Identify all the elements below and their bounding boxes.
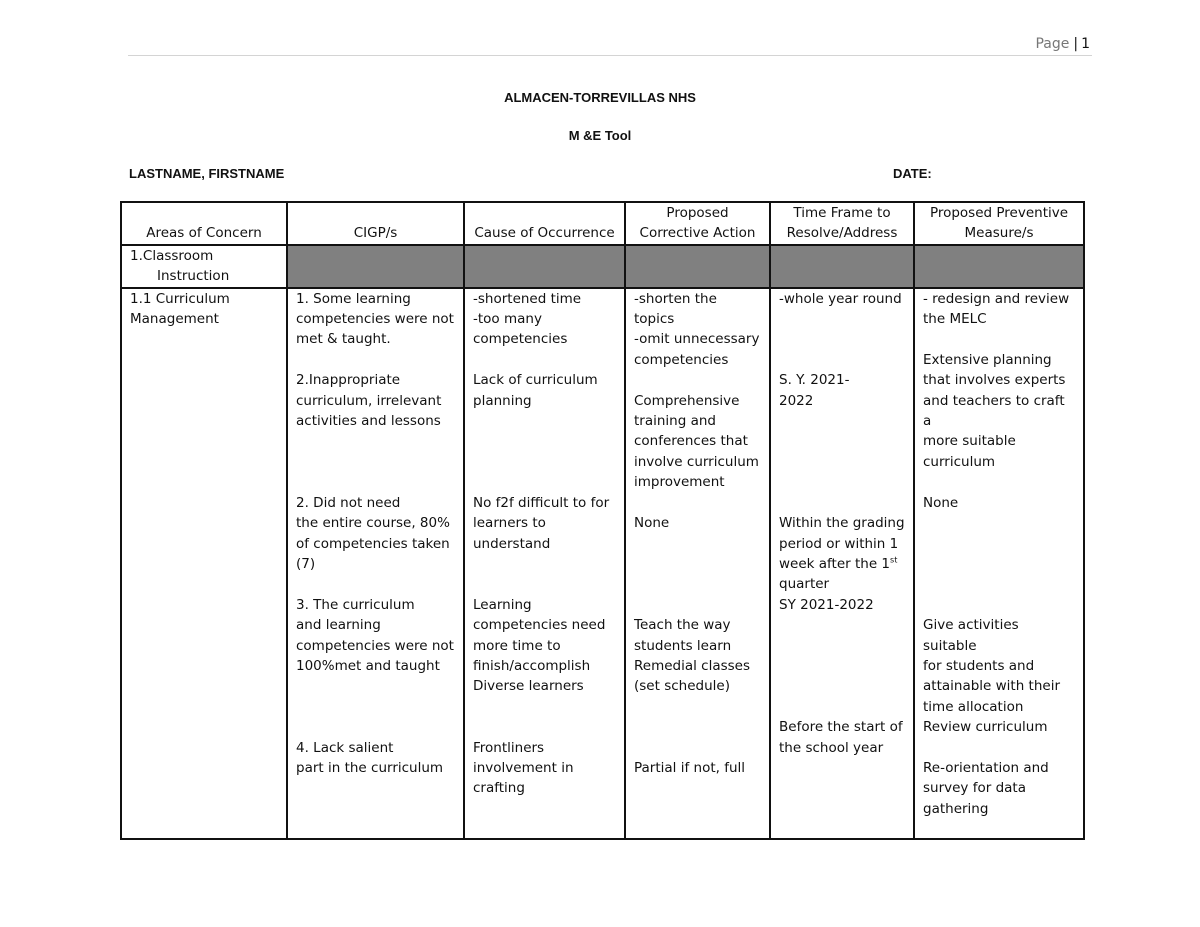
- section-row: [121, 245, 1084, 288]
- section-label-2: Instruction: [157, 268, 230, 285]
- cause-text: -shortened time -too many competencies Lack of curriculum planning No f2f difficult to for learners to understand Learning competencies need more time to finish/accomplish Diverse learners Frontliners involvement in crafting: [473, 290, 610, 797]
- page-label: Page: [1035, 36, 1070, 52]
- timeframe-text-3: SY 2021-2022 Before the start of the school year: [779, 596, 903, 756]
- corrective-cell: [625, 288, 770, 840]
- cause-cell: [464, 288, 625, 840]
- shaded-cell: [287, 245, 464, 288]
- column-header-corrective: Proposed Corrective Action: [625, 202, 770, 245]
- shaded-cell: [770, 245, 914, 288]
- timeframe-cell: [770, 288, 914, 840]
- table-header-row: [121, 202, 1084, 245]
- ordinal-suffix: st: [890, 555, 898, 565]
- column-header-timeframe: Time Frame to Resolve/Address: [770, 202, 914, 245]
- header-rule: [128, 55, 1092, 56]
- shaded-cell: [625, 245, 770, 288]
- name-label: LASTNAME, FIRSTNAME: [129, 166, 285, 181]
- date-label: DATE:: [893, 166, 932, 181]
- table-row: [121, 288, 1084, 840]
- page-number: Page | 1: [1035, 36, 1090, 52]
- school-title: ALMACEN-TORREVILLAS NHS: [504, 90, 696, 105]
- corrective-text: -shorten the topics -omit unnecessary competencies Comprehensive training and conferences that involve curriculum improvement None Teach the way students learn Remedial classes (set schedule) Partial if not, full: [634, 290, 760, 776]
- section-cell: [121, 245, 287, 288]
- column-header-cigp: CIGP/s: [287, 202, 464, 245]
- tool-title: M &E Tool: [568, 128, 632, 143]
- timeframe-text-2: quarter: [779, 576, 830, 593]
- cigp-text: 1. Some learning competencies were not met & taught. 2.Inappropriate curriculum, irrelevant activities and lessons 2. Did not need the entire course, 80% of competencies taken (7) 3. The curriculum and learning competencies were not 100%met and taught 4. Lack salient part in the curriculum: [296, 290, 454, 776]
- cigp-cell: [287, 288, 464, 840]
- timeframe-text-1: -whole year round S. Y. 2021- 2022 Within the grading period or within 1 week after the 1: [779, 290, 905, 572]
- column-header-areas: Areas of Concern: [121, 202, 287, 245]
- preventive-text: - redesign and review the MELC Extensive planning that involves experts and teachers to craft a more suitable curriculum None Give activities suitable for students and attainable with their time allocation Review curriculum Re-orientation and survey for data gathering: [923, 290, 1070, 817]
- page-number-value: 1: [1081, 36, 1090, 52]
- column-header-preventive: Proposed Preventive Measure/s: [914, 202, 1084, 245]
- shaded-cell: [464, 245, 625, 288]
- me-tool-table: [120, 201, 1085, 840]
- section-number: 1.: [130, 247, 143, 264]
- preventive-cell: [914, 288, 1084, 840]
- section-label: Classroom: [142, 247, 214, 264]
- subsection-cell: 1.1 Curriculum Management: [121, 288, 287, 840]
- column-header-cause: Cause of Occurrence: [464, 202, 625, 245]
- shaded-cell: [914, 245, 1084, 288]
